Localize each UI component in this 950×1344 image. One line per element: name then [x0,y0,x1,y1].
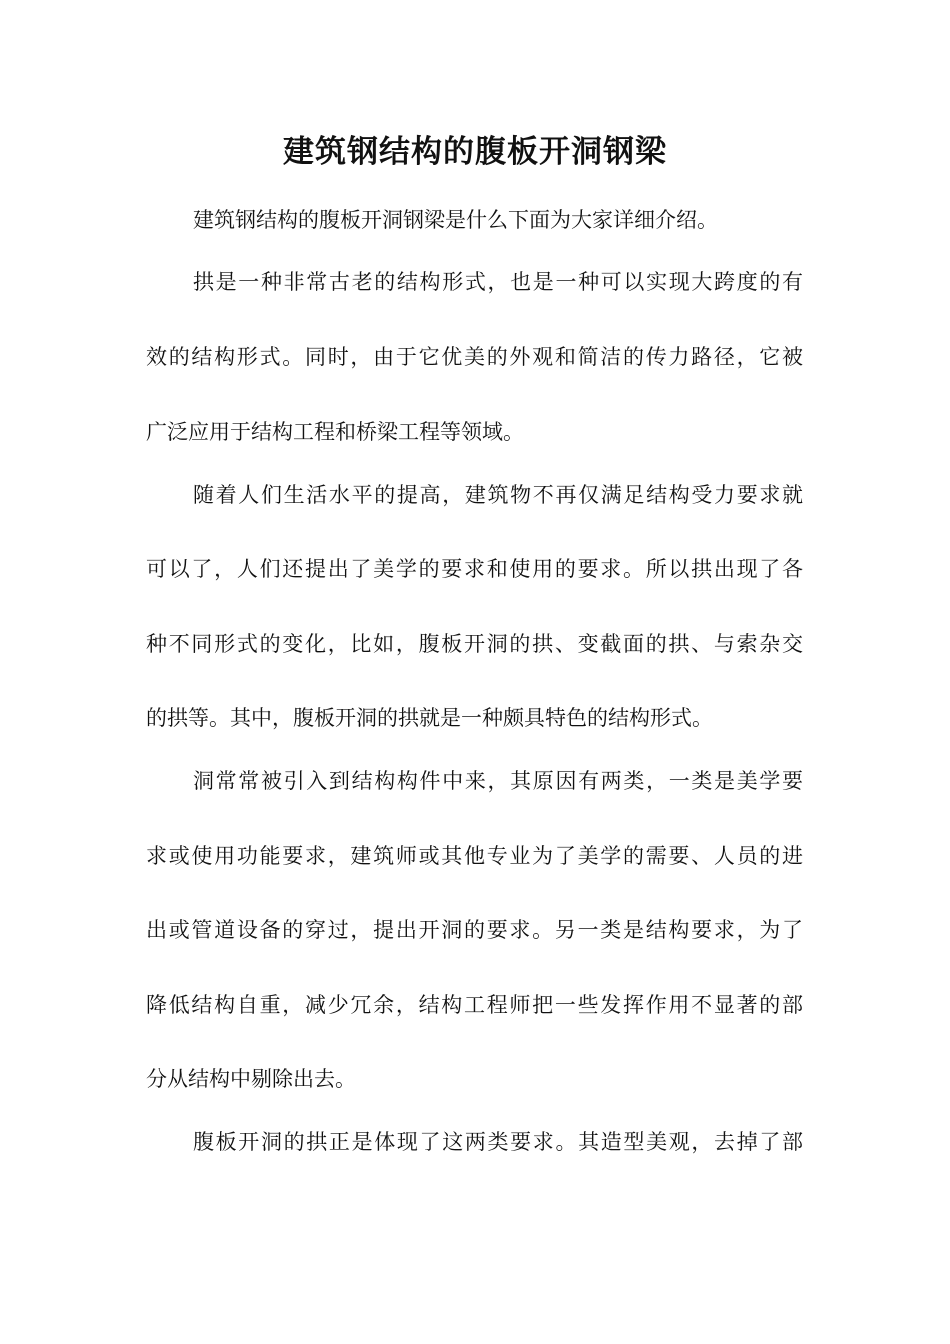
paragraph-line: 种不同形式的变化，比如，腹板开洞的拱、变截面的拱、与索杂交 [146,632,803,656]
paragraph-line: 洞常常被引入到结构构件中来，其原因有两类，一类是美学要 [193,769,803,793]
paragraph-line: 的拱等。其中，腹板开洞的拱就是一种颇具特色的结构形式。 [146,706,713,730]
paragraph-line: 随着人们生活水平的提高，建筑物不再仅满足结构受力要求就 [193,483,803,507]
paragraph-line: 分从结构中剔除出去。 [146,1067,356,1091]
paragraph-line: 可以了，人们还提出了美学的要求和使用的要求。所以拱出现了各 [146,557,803,581]
paragraph-line: 出或管道设备的穿过，提出开洞的要求。另一类是结构要求，为了 [146,918,803,942]
paragraph-line: 建筑钢结构的腹板开洞钢梁是什么下面为大家详细介绍。 [193,208,718,232]
paragraph-line: 广泛应用于结构工程和桥梁工程等领域。 [146,420,524,444]
paragraph-line: 效的结构形式。同时，由于它优美的外观和简洁的传力路径，它被 [146,345,803,369]
paragraph-line: 求或使用功能要求，建筑师或其他专业为了美学的需要、人员的进 [146,844,803,868]
paragraph-line: 腹板开洞的拱正是体现了这两类要求。其造型美观，去掉了部 [193,1130,803,1154]
paragraph-line: 降低结构自重，减少冗余，结构工程师把一些发挥作用不显著的部 [146,993,803,1017]
paragraph-line: 拱是一种非常古老的结构形式，也是一种可以实现大跨度的有 [193,270,803,294]
document-title: 建筑钢结构的腹板开洞钢梁 [283,134,667,170]
